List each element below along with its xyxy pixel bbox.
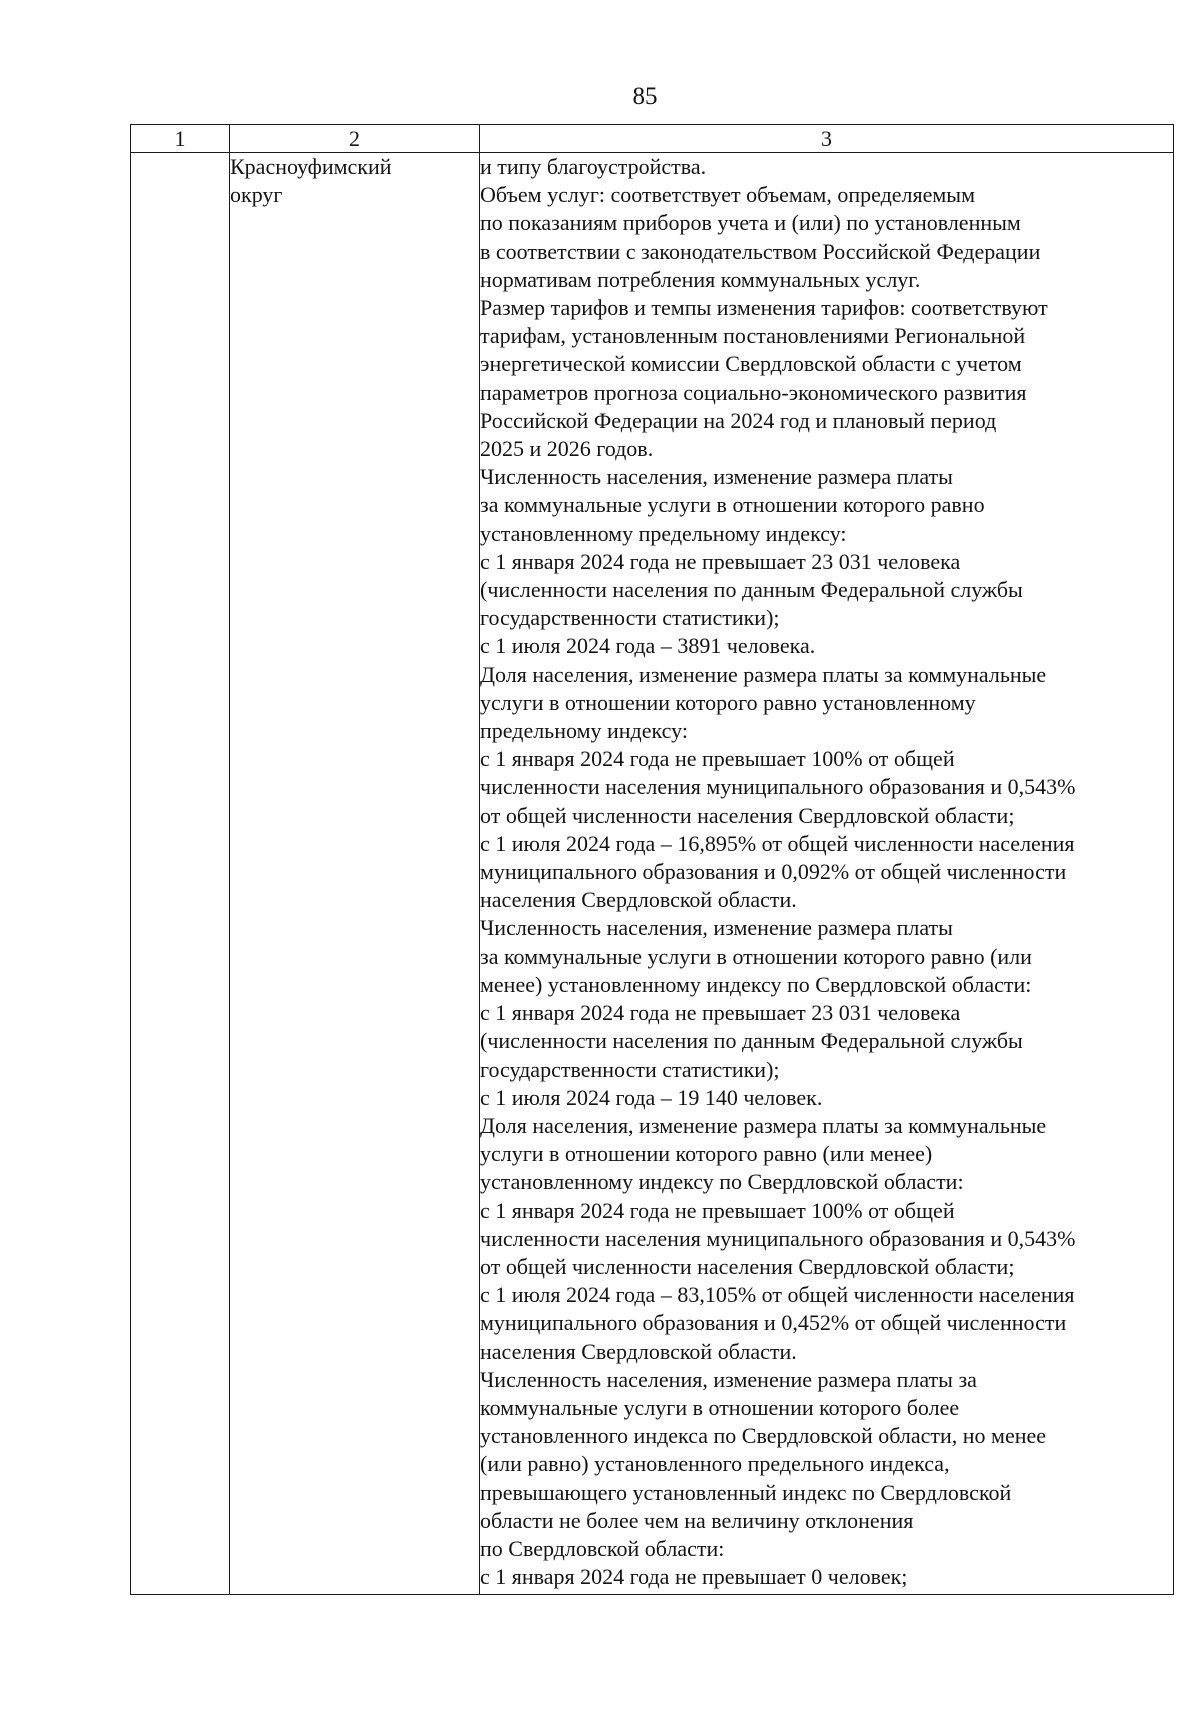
table-row bbox=[131, 153, 1174, 1595]
content-line: Доля населения, изменение размера платы за коммунальные bbox=[480, 1112, 1047, 1138]
cell-content bbox=[480, 153, 1174, 1595]
content-line: Численность населения, изменение размера платы за bbox=[480, 1366, 977, 1392]
content-line: услуги в отношении которого равно (или менее) bbox=[480, 1141, 933, 1167]
content-line: установленному предельному индексу: bbox=[480, 520, 847, 546]
content-line: с 1 июля 2024 года – 19 140 человек. bbox=[480, 1084, 823, 1110]
content-line: с 1 января 2024 года не превышает 0 человек; bbox=[480, 1564, 908, 1590]
content-line: превышающего установленный индекс по Свердловской bbox=[480, 1479, 1012, 1505]
content-line: населения Свердловской области. bbox=[480, 887, 797, 913]
content-line: параметров прогноза социально-экономического развития bbox=[480, 379, 1027, 405]
content-line: от общей численности населения Свердловской области; bbox=[480, 1253, 1015, 1279]
content-line: численности населения муниципального образования и 0,543% bbox=[480, 1225, 1076, 1251]
header-col-1: 1 bbox=[131, 125, 230, 153]
content-line: от общей численности населения Свердловской области; bbox=[480, 802, 1015, 828]
content-line: по Свердловской области: bbox=[480, 1535, 725, 1561]
document-table bbox=[130, 124, 1174, 1595]
content-line: Численность населения, изменение размера платы bbox=[480, 915, 953, 941]
content-line: (или равно) установленного предельного индекса, bbox=[480, 1451, 950, 1477]
content-line: установленному индексу по Свердловской области: bbox=[480, 1169, 964, 1195]
content-line: государственности статистики); bbox=[480, 605, 780, 631]
content-line: в соответствии с законодательством Российской Федерации bbox=[480, 238, 1041, 264]
content-line: с 1 июля 2024 года – 3891 человека. bbox=[480, 633, 816, 659]
header-col-3: 3 bbox=[480, 125, 1174, 153]
content-line: государственности статистики); bbox=[480, 1056, 780, 1082]
content-line: муниципального образования и 0,452% от общей численности bbox=[480, 1310, 1067, 1336]
content-line: с 1 января 2024 года не превышает 100% от общей bbox=[480, 1197, 955, 1223]
content-line: области не более чем на величину отклонения bbox=[480, 1507, 914, 1533]
content-line: тарифам, установленным постановлениями Региональной bbox=[480, 323, 1026, 349]
content-line: нормативам потребления коммунальных услуг. bbox=[480, 266, 921, 292]
content-line: (численности населения по данным Федеральной службы bbox=[480, 1028, 1023, 1054]
content-line: установленного индекса по Свердловской области, но менее bbox=[480, 1423, 1047, 1449]
content-line: за коммунальные услуги в отношении которого равно bbox=[480, 492, 985, 518]
content-line: предельному индексу: bbox=[480, 718, 688, 744]
content-line: менее) установленному индексу по Свердловской области: bbox=[480, 971, 1032, 997]
content-line: с 1 января 2024 года не превышает 23 031 человека bbox=[480, 1000, 961, 1026]
content-line: услуги в отношении которого равно установленному bbox=[480, 689, 976, 715]
region-line: Красноуфимский bbox=[230, 154, 392, 179]
content-line: за коммунальные услуги в отношении которого равно (или bbox=[480, 943, 1032, 969]
region-line: округ bbox=[230, 182, 283, 208]
content-line: населения Свердловской области. bbox=[480, 1338, 797, 1364]
content-line: с 1 января 2024 года не превышает 23 031 человека bbox=[480, 548, 961, 574]
content-line: коммунальные услуги в отношении которого более bbox=[480, 1394, 960, 1420]
content-line: численности населения муниципального образования и 0,543% bbox=[480, 774, 1076, 800]
cell-region bbox=[230, 153, 480, 1595]
content-line: с 1 июля 2024 года – 16,895% от общей численности населения bbox=[480, 830, 1075, 856]
content-line: Российской Федерации на 2024 год и плановый период bbox=[480, 407, 997, 433]
content-line: и типу благоустройства. bbox=[480, 154, 707, 179]
content-line: с 1 января 2024 года не превышает 100% от общей bbox=[480, 746, 955, 772]
content-line: по показаниям приборов учета и (или) по установленным bbox=[480, 210, 1021, 236]
header-col-2: 2 bbox=[230, 125, 480, 153]
content-line: энергетической комиссии Свердловской области с учетом bbox=[480, 351, 1022, 377]
table-header-row bbox=[131, 125, 1174, 153]
content-line: Объем услуг: соответствует объемам, определяемым bbox=[480, 182, 976, 208]
content-line: Численность населения, изменение размера платы bbox=[480, 464, 953, 490]
page-number: 85 bbox=[632, 83, 658, 110]
content-line: 2025 и 2026 годов. bbox=[480, 436, 654, 462]
content-line: Доля населения, изменение размера платы за коммунальные bbox=[480, 661, 1047, 687]
content-line: Размер тарифов и темпы изменения тарифов: соответствуют bbox=[480, 295, 1048, 321]
cell-number bbox=[131, 153, 230, 1595]
content-line: с 1 июля 2024 года – 83,105% от общей численности населения bbox=[480, 1282, 1075, 1308]
content-line: (численности населения по данным Федеральной службы bbox=[480, 577, 1023, 603]
content-line: муниципального образования и 0,092% от общей численности bbox=[480, 859, 1067, 885]
